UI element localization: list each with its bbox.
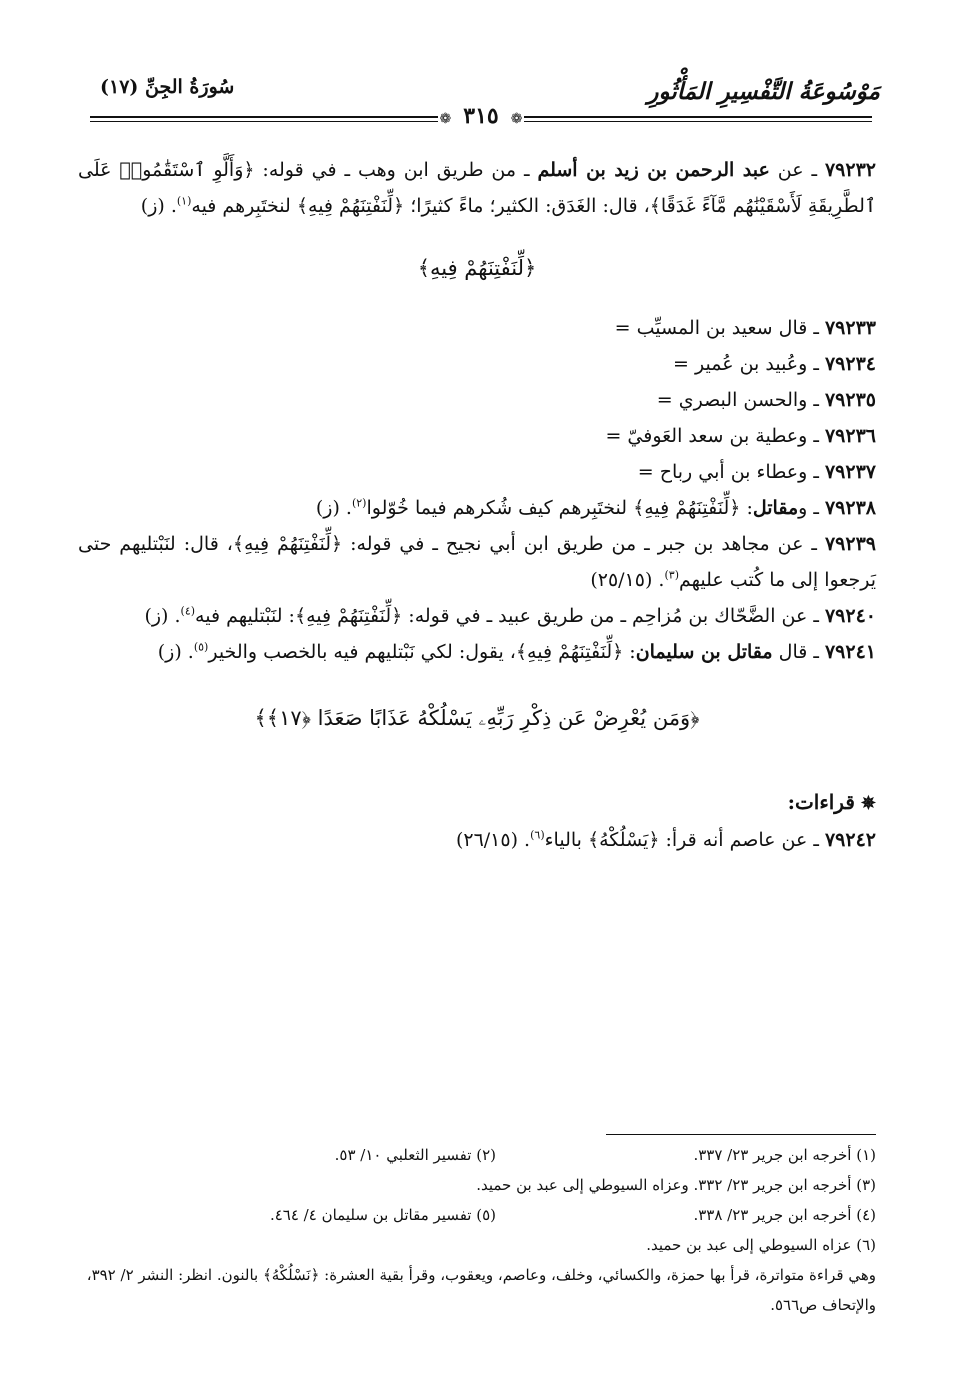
entry-prefix: ـ قال xyxy=(772,641,825,663)
entry-text: ـ عن الضَّحّاك بن مُزاحِم ـ من طريق عبيد ـ في قوله: ﴿لِّنَفْتِنَهُمْ فِيهِ﴾: لنَبْتليهم فيه xyxy=(195,605,825,627)
footnote-row xyxy=(78,1200,876,1230)
footnote-1: (١) أخرجه ابن جرير ٢٣/ ٣٣٧. xyxy=(693,1146,876,1164)
footnote-ref: (٤) xyxy=(180,604,196,618)
footnotes xyxy=(78,1140,876,1320)
entry-text: ـ من طريق ابن وهب ـ في قوله: ﴿وَأَلَّوِ ٱسْتَقَٰمُوا۟ عَلَى ٱلطَّرِيقَةِ لَأَسْقَيْنَٰهُم مَّآءً غَدَقًا﴾، قال: الغَدَق: الكثير؛ ماءً كثيرًا؛ ﴿لِّنَفْتِنَهُمْ فِيهِ﴾ لنختَبِرهم فيه xyxy=(78,159,876,217)
entry-text: : ﴿لِّنَفْتِنَهُمْ فِيهِ﴾، يقول: لكي نَبْتليهم فيه بالخصب والخير xyxy=(208,641,636,663)
entry-text: : ﴿لِّنَفْتِنَهُمْ فِيهِ﴾ لنختَبِرهم كيف شُكرهم فيما خُوّلوا xyxy=(366,497,753,519)
entry-number: ٧٩٢٣٢ xyxy=(824,159,876,181)
surah-header: سُورَةُ الجِنِّ (١٧) xyxy=(100,76,235,98)
entry-number: ٧٩٢٣٦ xyxy=(824,425,876,447)
narrator-name: عبد الرحمن بن زيد بن أسلم xyxy=(537,159,770,181)
ornament-icon: ❁ xyxy=(510,111,523,127)
footnote-5: (٥) تفسير مقاتل بن سليمان ٤/ ٤٦٤. xyxy=(269,1206,496,1224)
entry-number: ٧٩٢٣٨ xyxy=(824,497,876,519)
star-ornament-icon: ✵ xyxy=(860,793,876,814)
entry-number: ٧٩٢٤٠ xyxy=(824,605,876,627)
page-number-wrap xyxy=(0,103,962,129)
entry-end: . (ز) xyxy=(140,195,177,217)
footnote-ref: (٣) xyxy=(664,568,679,582)
footnote-6: (٦) عزاه السيوطي إلى عبد بن حميد. xyxy=(646,1236,876,1254)
footnote-ref: (٦) xyxy=(530,828,545,842)
entry-79242 xyxy=(78,822,876,858)
narrator-name: مقاتل xyxy=(752,497,799,519)
entry-prefix: ـ و xyxy=(798,497,825,519)
entry-prefix: ـ عن xyxy=(769,159,825,181)
entry-end: . (ز) xyxy=(144,605,181,627)
entry-text: ـ قال سعيد بن المسيِّب = xyxy=(614,317,825,339)
entry-79234 xyxy=(78,346,876,382)
entry-79239 xyxy=(78,526,876,598)
entry-number: ٧٩٢٣٧ xyxy=(824,461,876,483)
footnote-ref: (٥) xyxy=(193,640,209,654)
entry-text: ـ وعُبيد بن عُمير = xyxy=(673,353,825,375)
entry-text: ـ وعطية بن سعد العَوفيّ = xyxy=(605,425,825,447)
qiraat-heading xyxy=(78,784,876,822)
qiraat-title: قراءات: xyxy=(787,790,855,814)
entry-79233 xyxy=(78,310,876,346)
footnote-2: (٢) تفسير الثعلبي ١٠/ ٥٣. xyxy=(334,1146,496,1164)
footnote-separator xyxy=(606,1134,876,1135)
entry-text: ـ والحسن البصري = xyxy=(656,389,825,411)
entry-79235 xyxy=(78,382,876,418)
entry-79241 xyxy=(78,634,876,670)
entry-text: ـ عن عاصم أنه قرأ: ﴿يَسْلُكْهُ﴾ بالياء xyxy=(544,829,825,851)
page-number: ٣١٥ xyxy=(453,103,508,129)
footnote-6-continued: وهي قراءة متواترة، قرأ بها حمزة، والكسائي، وخلف، وعاصم، ويعقوب، وقرأ بقية العشرة: ﴿نَسْلُكْهُ﴾ بالنون. انظر: النشر ٢/ ٣٩٢، والإتحاف ص٥٦٦. xyxy=(86,1266,876,1314)
entry-number: ٧٩٢٤١ xyxy=(824,641,876,663)
main-text xyxy=(78,152,876,858)
footnote-3: (٣) أخرجه ابن جرير ٢٣/ ٣٣٢. وعزاه السيوطي إلى عبد بن حميد. xyxy=(476,1176,876,1194)
entry-number: ٧٩٢٣٤ xyxy=(824,353,876,375)
entry-end: . (٢٦/١٥) xyxy=(455,829,531,851)
footnote-ref: (٢) xyxy=(351,496,367,510)
entry-79237 xyxy=(78,454,876,490)
ornament-icon: ❁ xyxy=(439,111,452,127)
book-title: مَوْسُوعَةُ التَّفْسِيرِ المَأْثُورِ xyxy=(647,78,880,105)
entry-79236 xyxy=(78,418,876,454)
entry-text: ـ عن مجاهد بن جبر ـ من طريق ابن أبي نجيح ـ في قوله: ﴿لِّنَفْتِنَهُمْ فِيهِ﴾، قال: لنَبْتليهم حتى يَرجعوا إلى ما كُتب عليهم xyxy=(78,533,876,591)
entry-text: ـ وعطاء بن أبي رباح = xyxy=(637,461,825,483)
narrator-name: مقاتل بن سليمان xyxy=(635,641,773,663)
footnote-ref: (١) xyxy=(176,194,192,208)
entry-number: ٧٩٢٤٢ xyxy=(824,829,876,851)
entry-end: . (ز) xyxy=(157,641,194,663)
verse-17-heading: ﴿وَمَن يُعْرِضْ عَن ذِكْرِ رَبِّهِۦ يَسْلُكْهُ عَذَابًا صَعَدًا ﴿١٧﴾﴾ xyxy=(254,706,700,730)
entry-79238 xyxy=(78,490,876,526)
verse-heading: ﴿لِّنَفْتِنَهُمْ فِيهِ﴾ xyxy=(417,256,537,280)
entry-end: . (ز) xyxy=(315,497,352,519)
footnote-4: (٤) أخرجه ابن جرير ٢٣/ ٣٣٨. xyxy=(693,1206,876,1224)
entry-number: ٧٩٢٣٣ xyxy=(824,317,876,339)
entry-number: ٧٩٢٣٥ xyxy=(824,389,876,411)
entry-number: ٧٩٢٣٩ xyxy=(824,533,876,555)
entry-79240 xyxy=(78,598,876,634)
footnote-row xyxy=(78,1140,876,1170)
entry-end: . (٢٥/١٥) xyxy=(590,569,665,591)
entry-79232 xyxy=(78,152,876,224)
